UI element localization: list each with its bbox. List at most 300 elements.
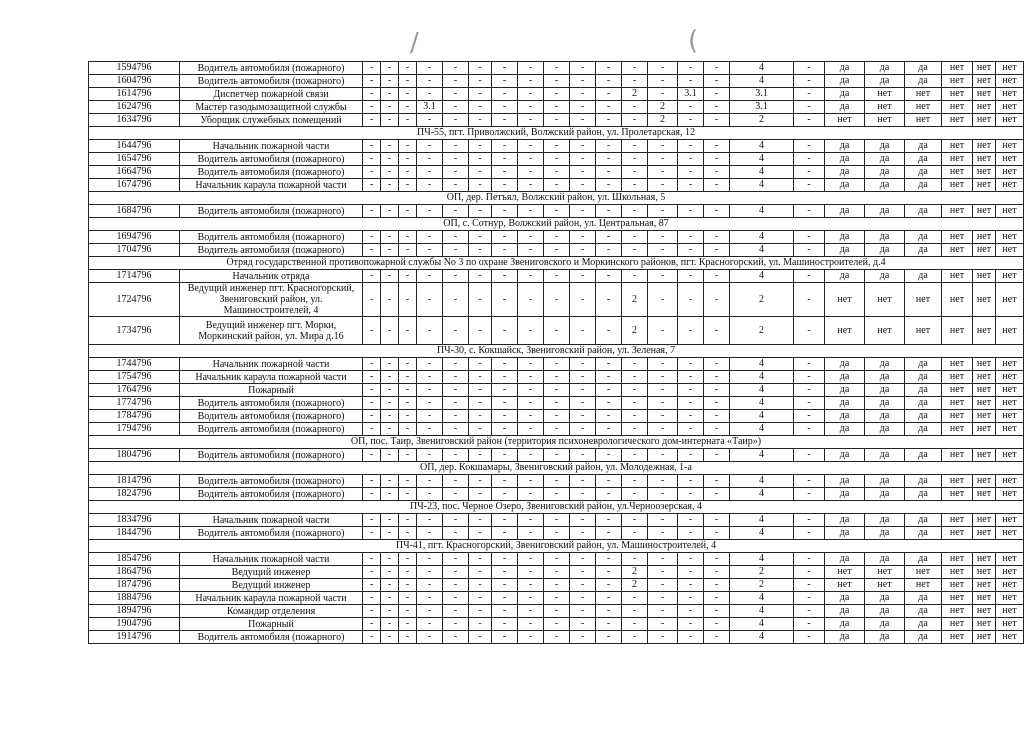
value-cell: - xyxy=(363,553,381,566)
value-cell: нет xyxy=(996,605,1024,618)
value-cell: - xyxy=(704,384,730,397)
value-cell: да xyxy=(825,423,865,436)
value-cell: - xyxy=(399,358,417,371)
value-cell: - xyxy=(704,475,730,488)
value-cell: - xyxy=(596,618,622,631)
value-cell: - xyxy=(648,231,678,244)
workplace-code: 1624796 xyxy=(89,101,180,114)
value-cell: нет xyxy=(973,371,996,384)
value-cell: да xyxy=(825,631,865,644)
value-cell: нет xyxy=(973,631,996,644)
value-cell: - xyxy=(363,618,381,631)
value-cell: - xyxy=(492,153,518,166)
value-cell: 4 xyxy=(730,605,794,618)
value-cell: - xyxy=(518,166,544,179)
value-cell: - xyxy=(570,283,596,317)
value-cell: - xyxy=(678,283,704,317)
value-cell: да xyxy=(825,244,865,257)
value-cell: - xyxy=(399,166,417,179)
table-row xyxy=(89,244,1024,257)
value-cell: 4 xyxy=(730,618,794,631)
value-cell: 2 xyxy=(622,579,648,592)
value-cell: - xyxy=(518,566,544,579)
value-cell: - xyxy=(704,179,730,192)
value-cell: - xyxy=(518,579,544,592)
value-cell: нет xyxy=(996,317,1024,345)
value-cell: - xyxy=(570,605,596,618)
value-cell: - xyxy=(704,527,730,540)
value-cell: - xyxy=(678,410,704,423)
value-cell: - xyxy=(518,605,544,618)
table-row xyxy=(89,384,1024,397)
value-cell: да xyxy=(865,423,905,436)
value-cell: да xyxy=(825,605,865,618)
value-cell: - xyxy=(492,205,518,218)
value-cell: нет xyxy=(996,423,1024,436)
value-cell: - xyxy=(544,410,570,423)
position-name: Водитель автомобиля (пожарного) xyxy=(180,62,363,75)
value-cell: - xyxy=(794,527,825,540)
value-cell: - xyxy=(443,605,469,618)
value-cell: - xyxy=(648,244,678,257)
value-cell: нет xyxy=(996,166,1024,179)
value-cell: - xyxy=(596,88,622,101)
value-cell: нет xyxy=(905,88,942,101)
value-cell: да xyxy=(825,75,865,88)
value-cell: - xyxy=(363,592,381,605)
value-cell: - xyxy=(570,244,596,257)
value-cell: - xyxy=(570,618,596,631)
value-cell: - xyxy=(570,579,596,592)
position-name: Водитель автомобиля (пожарного) xyxy=(180,397,363,410)
value-cell: - xyxy=(363,231,381,244)
value-cell: да xyxy=(905,384,942,397)
value-cell: - xyxy=(417,75,443,88)
value-cell: - xyxy=(381,283,399,317)
section-heading: ПЧ-55, пгт. Приволжский, Волжский район, ул. Пролетарская, 12 xyxy=(89,127,1024,140)
value-cell: да xyxy=(865,371,905,384)
value-cell: - xyxy=(570,397,596,410)
workplace-code: 1664796 xyxy=(89,166,180,179)
value-cell: - xyxy=(469,244,492,257)
workplace-code: 1904796 xyxy=(89,618,180,631)
value-cell: - xyxy=(469,566,492,579)
workplace-code: 1804796 xyxy=(89,449,180,462)
table-row xyxy=(89,205,1024,218)
value-cell: нет xyxy=(996,579,1024,592)
value-cell: - xyxy=(518,283,544,317)
value-cell: нет xyxy=(825,283,865,317)
value-cell: нет xyxy=(973,488,996,501)
value-cell: - xyxy=(596,605,622,618)
value-cell: да xyxy=(905,244,942,257)
value-cell: - xyxy=(704,101,730,114)
value-cell: - xyxy=(443,153,469,166)
value-cell: - xyxy=(596,553,622,566)
value-cell: - xyxy=(492,179,518,192)
value-cell: - xyxy=(399,114,417,127)
value-cell: - xyxy=(704,166,730,179)
value-cell: - xyxy=(794,270,825,283)
value-cell: - xyxy=(399,75,417,88)
value-cell: - xyxy=(544,449,570,462)
value-cell: - xyxy=(596,358,622,371)
value-cell: нет xyxy=(996,397,1024,410)
value-cell: - xyxy=(443,231,469,244)
value-cell: - xyxy=(544,153,570,166)
value-cell: нет xyxy=(996,270,1024,283)
table-row xyxy=(89,153,1024,166)
value-cell: - xyxy=(794,283,825,317)
value-cell: - xyxy=(469,205,492,218)
value-cell: - xyxy=(381,179,399,192)
table-row xyxy=(89,553,1024,566)
value-cell: нет xyxy=(996,488,1024,501)
value-cell: да xyxy=(865,166,905,179)
value-cell: - xyxy=(704,371,730,384)
position-name: Водитель автомобиля (пожарного) xyxy=(180,423,363,436)
value-cell: - xyxy=(469,371,492,384)
value-cell: - xyxy=(794,592,825,605)
value-cell: нет xyxy=(996,566,1024,579)
value-cell: - xyxy=(518,153,544,166)
value-cell: - xyxy=(399,153,417,166)
value-cell: нет xyxy=(996,62,1024,75)
value-cell: - xyxy=(794,410,825,423)
value-cell: да xyxy=(905,140,942,153)
value-cell: 2 xyxy=(648,101,678,114)
value-cell: - xyxy=(678,371,704,384)
value-cell: нет xyxy=(996,358,1024,371)
value-cell: - xyxy=(381,397,399,410)
value-cell: нет xyxy=(942,449,973,462)
value-cell: нет xyxy=(942,205,973,218)
table-row xyxy=(89,592,1024,605)
value-cell: - xyxy=(399,579,417,592)
value-cell: да xyxy=(905,618,942,631)
value-cell: - xyxy=(678,166,704,179)
value-cell: нет xyxy=(973,231,996,244)
value-cell: - xyxy=(704,605,730,618)
value-cell: - xyxy=(443,317,469,345)
value-cell: - xyxy=(678,317,704,345)
value-cell: - xyxy=(469,114,492,127)
value-cell: - xyxy=(492,88,518,101)
value-cell: - xyxy=(469,449,492,462)
table-row xyxy=(89,62,1024,75)
value-cell: - xyxy=(381,114,399,127)
value-cell: да xyxy=(905,358,942,371)
value-cell: 4 xyxy=(730,592,794,605)
value-cell: - xyxy=(544,605,570,618)
value-cell: нет xyxy=(942,140,973,153)
value-cell: да xyxy=(865,205,905,218)
value-cell: - xyxy=(381,88,399,101)
value-cell: нет xyxy=(996,283,1024,317)
value-cell: - xyxy=(794,75,825,88)
value-cell: - xyxy=(518,631,544,644)
position-name: Водитель автомобиля (пожарного) xyxy=(180,488,363,501)
value-cell: - xyxy=(648,566,678,579)
value-cell: - xyxy=(648,179,678,192)
value-cell: - xyxy=(399,410,417,423)
value-cell: - xyxy=(794,153,825,166)
value-cell: нет xyxy=(942,75,973,88)
value-cell: - xyxy=(363,397,381,410)
value-cell: да xyxy=(825,371,865,384)
value-cell: - xyxy=(544,371,570,384)
value-cell: - xyxy=(678,553,704,566)
value-cell: - xyxy=(622,231,648,244)
value-cell: нет xyxy=(865,283,905,317)
value-cell: - xyxy=(570,101,596,114)
position-name: Ведущий инженер пгт. Морки, Моркинский район, ул. Мира д.16 xyxy=(180,317,363,345)
value-cell: - xyxy=(399,371,417,384)
value-cell: да xyxy=(905,488,942,501)
value-cell: - xyxy=(469,179,492,192)
value-cell: - xyxy=(794,618,825,631)
value-cell: 4 xyxy=(730,140,794,153)
value-cell: - xyxy=(381,358,399,371)
value-cell: нет xyxy=(942,358,973,371)
value-cell: - xyxy=(443,631,469,644)
value-cell: - xyxy=(381,101,399,114)
value-cell: - xyxy=(443,283,469,317)
value-cell: - xyxy=(443,88,469,101)
value-cell: - xyxy=(678,114,704,127)
value-cell: - xyxy=(570,488,596,501)
value-cell: - xyxy=(492,449,518,462)
section-row xyxy=(89,127,1024,140)
value-cell: нет xyxy=(905,579,942,592)
section-heading: ОП, с. Сотнур, Волжский район, ул. Центральная, 87 xyxy=(89,218,1024,231)
working-conditions-table xyxy=(88,61,1024,644)
value-cell: нет xyxy=(996,101,1024,114)
value-cell: - xyxy=(622,618,648,631)
value-cell: - xyxy=(399,618,417,631)
value-cell: - xyxy=(469,618,492,631)
value-cell: - xyxy=(794,317,825,345)
value-cell: - xyxy=(469,62,492,75)
value-cell: - xyxy=(469,579,492,592)
workplace-code: 1684796 xyxy=(89,205,180,218)
value-cell: да xyxy=(825,101,865,114)
value-cell: да xyxy=(825,153,865,166)
value-cell: да xyxy=(865,449,905,462)
value-cell: да xyxy=(905,527,942,540)
value-cell: нет xyxy=(973,397,996,410)
value-cell: - xyxy=(794,384,825,397)
value-cell: - xyxy=(648,153,678,166)
value-cell: 4 xyxy=(730,449,794,462)
value-cell: - xyxy=(704,579,730,592)
value-cell: - xyxy=(381,592,399,605)
value-cell: - xyxy=(492,579,518,592)
value-cell: - xyxy=(544,423,570,436)
value-cell: - xyxy=(622,358,648,371)
value-cell: - xyxy=(648,283,678,317)
value-cell: - xyxy=(492,631,518,644)
value-cell: - xyxy=(648,553,678,566)
value-cell: - xyxy=(363,605,381,618)
value-cell: - xyxy=(417,475,443,488)
value-cell: - xyxy=(544,592,570,605)
value-cell: нет xyxy=(996,153,1024,166)
value-cell: - xyxy=(492,140,518,153)
workplace-code: 1654796 xyxy=(89,153,180,166)
value-cell: - xyxy=(443,358,469,371)
value-cell: - xyxy=(399,631,417,644)
value-cell: - xyxy=(469,475,492,488)
value-cell: - xyxy=(678,62,704,75)
value-cell: - xyxy=(794,475,825,488)
position-name: Начальник пожарной части xyxy=(180,358,363,371)
value-cell: нет xyxy=(973,283,996,317)
value-cell: - xyxy=(622,631,648,644)
value-cell: 4 xyxy=(730,153,794,166)
value-cell: - xyxy=(469,384,492,397)
value-cell: 4 xyxy=(730,384,794,397)
value-cell: да xyxy=(905,166,942,179)
value-cell: 4 xyxy=(730,75,794,88)
value-cell: - xyxy=(518,449,544,462)
value-cell: - xyxy=(544,75,570,88)
value-cell: - xyxy=(648,579,678,592)
value-cell: - xyxy=(678,101,704,114)
value-cell: - xyxy=(544,514,570,527)
value-cell: - xyxy=(570,179,596,192)
value-cell: - xyxy=(492,231,518,244)
value-cell: - xyxy=(469,514,492,527)
position-name: Ведущий инженер пгт. Красногорский, Звениговский район, ул. Машиностроителей, 4 xyxy=(180,283,363,317)
workplace-code: 1864796 xyxy=(89,566,180,579)
value-cell: - xyxy=(417,605,443,618)
value-cell: - xyxy=(417,553,443,566)
value-cell: нет xyxy=(942,231,973,244)
value-cell: нет xyxy=(865,88,905,101)
value-cell: - xyxy=(363,371,381,384)
value-cell: - xyxy=(469,605,492,618)
value-cell: да xyxy=(825,179,865,192)
value-cell: - xyxy=(704,231,730,244)
value-cell: нет xyxy=(942,166,973,179)
value-cell: - xyxy=(570,88,596,101)
value-cell: нет xyxy=(905,101,942,114)
value-cell: - xyxy=(443,62,469,75)
position-name: Водитель автомобиля (пожарного) xyxy=(180,410,363,423)
value-cell: нет xyxy=(865,114,905,127)
value-cell: - xyxy=(794,488,825,501)
workplace-code: 1884796 xyxy=(89,592,180,605)
value-cell: - xyxy=(417,449,443,462)
value-cell: - xyxy=(648,166,678,179)
value-cell: - xyxy=(570,166,596,179)
value-cell: - xyxy=(381,488,399,501)
value-cell: - xyxy=(544,618,570,631)
value-cell: - xyxy=(492,317,518,345)
value-cell: - xyxy=(622,423,648,436)
value-cell: - xyxy=(492,553,518,566)
value-cell: - xyxy=(794,88,825,101)
value-cell: нет xyxy=(996,553,1024,566)
value-cell: нет xyxy=(942,153,973,166)
section-heading: ОП, дер. Кокшамары, Звениговский район, ул. Молодежная, 1-а xyxy=(89,462,1024,475)
value-cell: - xyxy=(518,62,544,75)
value-cell: да xyxy=(865,62,905,75)
value-cell: - xyxy=(622,592,648,605)
value-cell: - xyxy=(417,488,443,501)
value-cell: 2 xyxy=(730,317,794,345)
value-cell: - xyxy=(492,283,518,317)
document-page xyxy=(88,61,1024,644)
value-cell: - xyxy=(417,244,443,257)
value-cell: нет xyxy=(996,114,1024,127)
value-cell: да xyxy=(825,62,865,75)
value-cell: нет xyxy=(973,358,996,371)
value-cell: нет xyxy=(865,566,905,579)
section-row xyxy=(89,218,1024,231)
value-cell: - xyxy=(492,384,518,397)
value-cell: 4 xyxy=(730,166,794,179)
value-cell: - xyxy=(648,605,678,618)
value-cell: - xyxy=(381,579,399,592)
value-cell: - xyxy=(492,244,518,257)
value-cell: - xyxy=(648,488,678,501)
scan-mark-right: ( xyxy=(688,26,699,56)
value-cell: - xyxy=(417,410,443,423)
value-cell: нет xyxy=(996,231,1024,244)
value-cell: - xyxy=(363,514,381,527)
value-cell: да xyxy=(905,153,942,166)
value-cell: да xyxy=(825,475,865,488)
value-cell: - xyxy=(469,283,492,317)
value-cell: - xyxy=(596,423,622,436)
value-cell: - xyxy=(570,317,596,345)
value-cell: да xyxy=(905,75,942,88)
value-cell: - xyxy=(544,231,570,244)
value-cell: - xyxy=(622,244,648,257)
value-cell: - xyxy=(381,153,399,166)
value-cell: нет xyxy=(942,371,973,384)
value-cell: да xyxy=(905,205,942,218)
value-cell: да xyxy=(825,618,865,631)
value-cell: да xyxy=(865,527,905,540)
value-cell: - xyxy=(678,605,704,618)
value-cell: - xyxy=(570,475,596,488)
value-cell: - xyxy=(469,153,492,166)
value-cell: нет xyxy=(973,153,996,166)
value-cell: - xyxy=(399,449,417,462)
value-cell: 3.1 xyxy=(678,88,704,101)
value-cell: нет xyxy=(973,140,996,153)
value-cell: да xyxy=(825,488,865,501)
value-cell: - xyxy=(363,166,381,179)
table-row xyxy=(89,605,1024,618)
value-cell: - xyxy=(417,566,443,579)
value-cell: - xyxy=(518,270,544,283)
value-cell: - xyxy=(596,527,622,540)
value-cell: - xyxy=(518,205,544,218)
value-cell: - xyxy=(363,358,381,371)
value-cell: - xyxy=(704,449,730,462)
value-cell: нет xyxy=(973,62,996,75)
value-cell: 4 xyxy=(730,62,794,75)
value-cell: да xyxy=(825,592,865,605)
value-cell: - xyxy=(381,371,399,384)
value-cell: - xyxy=(622,488,648,501)
value-cell: - xyxy=(469,140,492,153)
section-row xyxy=(89,257,1024,270)
